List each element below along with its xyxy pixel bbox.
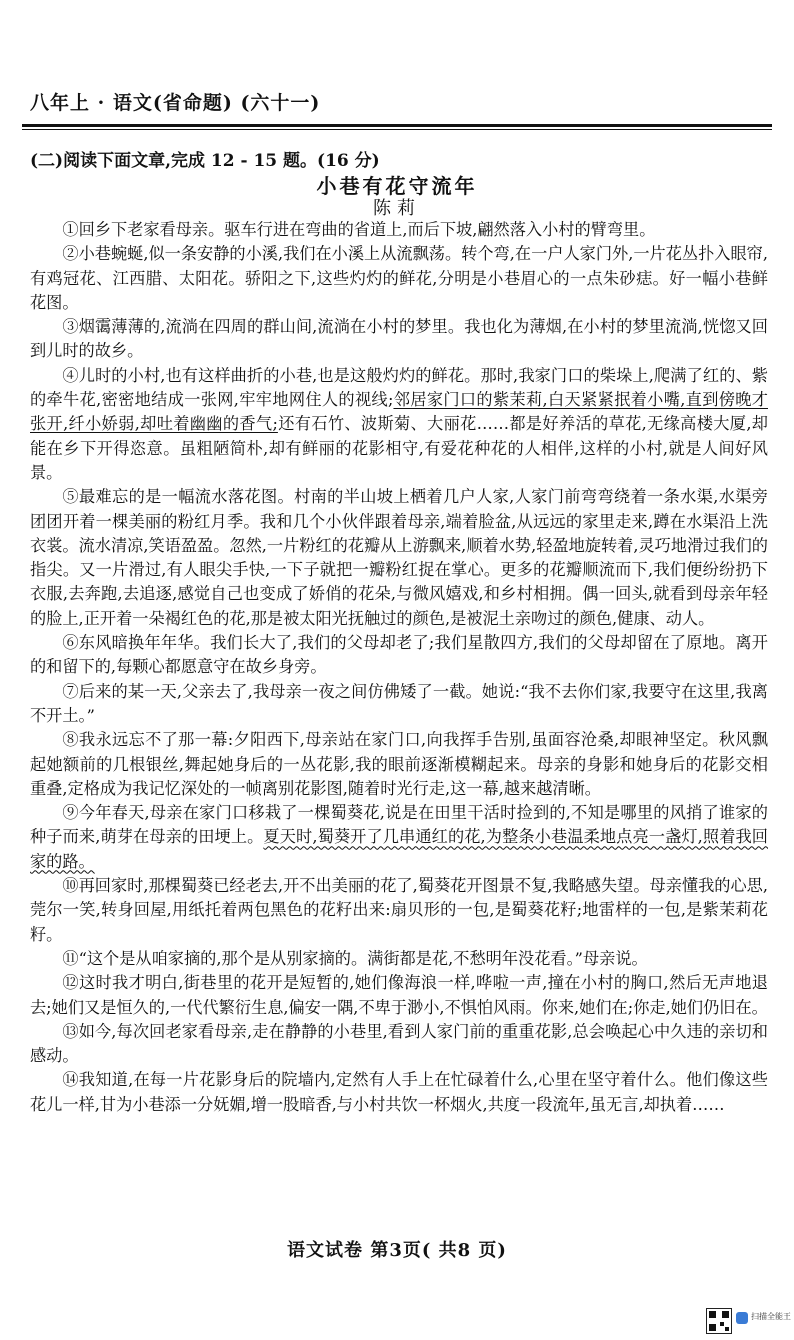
article-title: 小巷有花守流年 [316, 174, 478, 198]
paragraph-2: ②小巷蜿蜒,似一条安静的小溪,我们在小溪上从流飘荡。转个弯,在一户人家门外,一片花丛扑入眼帘,有鸡冠花、江西腊、太阳花。骄阳之下,这些灼灼的鲜花,分明是小巷眉心的一点朱砂痣。好一幅小巷鲜花图。 [30, 244, 768, 312]
underlined-sentence-1: 邻居家门口的紫茉莉,白天紧紧抿着小嘴,直到傍晚才张开,纤小娇弱,却吐着幽幽的香气; [30, 390, 768, 434]
paragraph-4-part-b: 还有石竹、波斯菊、大丽花……都是好养活的草花,无缘高楼大厦,却能在乡下开得恣意。虽粗陋简朴,却有鲜丽的花影相守,有爱花种花的人相伴,这样的小村,就是人间好风景。 [30, 414, 768, 482]
paragraph-9-part-a: ⑨今年春天,母亲在家门口移栽了一棵蜀葵花,说是在田里干活时捡到的,不知是哪里的风捎了谁家的种子而来,萌芽在母亲的田埂上。 [30, 803, 768, 847]
paragraph-5: ⑤最难忘的是一幅流水落花图。村南的半山坡上栖着几户人家,人家门前弯弯绕着一条水渠,水渠旁团团开着一棵美丽的粉红月季。我和几个小伙伴跟着母亲,端着脸盆,从远远的家里走来,蹲在水渠沿上洗衣裳。流水清凉,笑语盈盈。忽然,一片粉红的花瓣从上游飘来,顺着水势,轻盈地旋转着,灵巧地滑过我们的指尖。又一片滑过,有人眼尖手快,一下子就把一瓣粉红捉在掌心。更多的花瓣顺流而下,我们便纷纷扔下衣服,去奔跑,去追逐,感觉自己也变成了娇俏的花朵,与微风嬉戏,和乡村相拥。偶一回头,就看到母亲年轻的脸上,正开着一朵褐红色的花,那是被太阳光抚触过的颜色,是被泥土亲吻过的颜色,健康、动人。 [30, 487, 768, 628]
section-instruction: (二)阅读下面文章,完成 12 - 15 题。(16 分) [30, 151, 380, 171]
article-body [30, 218, 768, 1117]
paragraph-7: ⑦后来的某一天,父亲去了,我母亲一夜之间仿佛矮了一截。她说:“我不去你们家,我要守在这里,我离不开土。” [30, 681, 768, 725]
page-footer: 语文试卷 第3页( 共8 页) [287, 1240, 507, 1261]
page-header: 八年上 · 语文(省命题) (六十一) [30, 92, 321, 114]
paragraph-4-part-a: ④儿时的小村,也有这样曲折的小巷,也是这般灼灼的鲜花。那时,我家门口的柴垛上,爬满了红的、紫的牵牛花,密密地结成一张网,牢牢地网住人的视线; [30, 365, 768, 410]
paragraph-4 [30, 364, 768, 485]
paragraph-3: ③烟霭薄薄的,流淌在四周的群山间,流淌在小村的梦里。我也化为薄烟,在小村的梦里流淌,恍惚又回到儿时的故乡。 [30, 317, 768, 361]
header-divider [22, 124, 772, 127]
paragraph-11: ⑪“这个是从咱家摘的,那个是从别家摘的。满街都是花,不愁明年没花看。”母亲说。 [62, 948, 648, 968]
paragraph-14: ⑭我知道,在每一片花影身后的院墙内,定然有人手上在忙碌着什么,心里在坚守着什么。他们像这些花儿一样,甘为小巷添一分妩媚,增一股暗香,与小村共饮一杯烟火,共度一段流年,虽无言,却执着…… [30, 1070, 768, 1114]
scanner-watermark: 扫描全能王 [751, 1312, 791, 1321]
paragraph-13: ⑬如今,每次回老家看母亲,走在静静的小巷里,看到人家门前的重重花影,总会唤起心中久违的亲切和感动。 [30, 1021, 768, 1066]
qr-code-icon [706, 1308, 732, 1334]
paragraph-9 [30, 801, 768, 874]
underlined-sentence-2: 夏天时,蜀葵开了几串通红的花,为整条小巷温柔地点亮一盏灯,照着我回家的路。 [30, 827, 768, 871]
paragraph-8: ⑧我永远忘不了那一幕:夕阳西下,母亲站在家门口,向我挥手告别,虽面容沧桑,却眼神坚定。秋风飘起她额前的几根银丝,舞起她身后的一丛花影,我的眼前逐渐模糊起来。母亲的身影和她身后的花影交相重叠,定格成为我记忆深处的一帧离别花影图,随着时光行走,这一幕,越来越清晰。 [30, 730, 768, 798]
paragraph-6: ⑥东风暗换年年华。我们长大了,我们的父母却老了;我们星散四方,我们的父母却留在了原地。离开的和留下的,每颗心都愿意守在故乡身旁。 [30, 633, 768, 677]
article-author: 陈莉 [373, 198, 421, 219]
header-divider-thin [22, 129, 772, 130]
paragraph-10: ⑩再回家时,那棵蜀葵已经老去,开不出美丽的花了,蜀葵花开图景不复,我略感失望。母亲懂我的心思,莞尔一笑,转身回屋,用纸托着两包黑色的花籽出来:扇贝形的一包,是蜀葵花籽;地雷样的一包,是紫茉莉花籽。 [30, 876, 768, 944]
paragraph-12: ⑫这时我才明白,街巷里的花开是短暂的,她们像海浪一样,哗啦一声,撞在小村的胸口,然后无声地退去;她们又是恒久的,一代代繁衍生息,偏安一隅,不卑于渺小,不惧怕风雨。你来,她们在;你走,她们仍旧在。 [30, 973, 768, 1017]
scanner-logo-icon [736, 1312, 748, 1324]
paragraph-1: ①回乡下老家看母亲。驱车行进在弯曲的省道上,而后下坡,翩然落入小村的臂弯里。 [62, 220, 656, 239]
